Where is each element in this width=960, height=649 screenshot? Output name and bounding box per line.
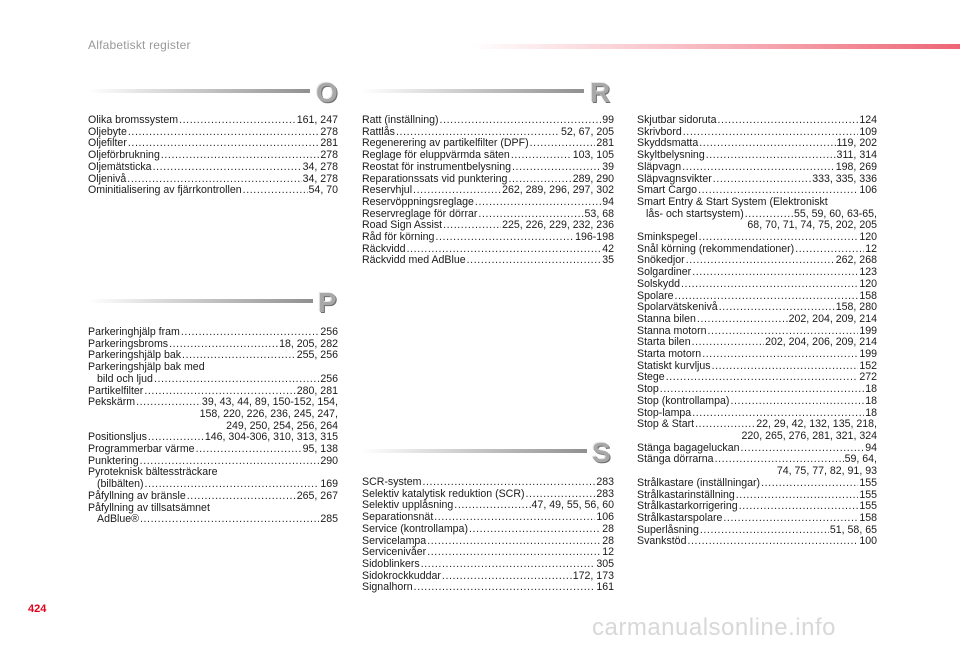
index-entry-label: Servicelampa — [362, 534, 427, 547]
index-entry-label: Räckvidd — [362, 242, 406, 255]
index-entry-label: Signalhorn — [362, 581, 413, 594]
index-list-s-continued — [637, 115, 877, 548]
index-entry-pages: 196-198 — [575, 231, 614, 244]
index-entry-label: Påfyllning av tillsatsämnet — [88, 501, 210, 514]
index-entry-label: Skrivbord — [637, 125, 682, 138]
leader-dots — [739, 501, 859, 513]
section-rule — [88, 299, 313, 303]
leader-dots — [161, 150, 319, 162]
index-entry-pages: 119, 202 — [836, 137, 877, 150]
leader-dots — [692, 267, 858, 279]
index-entry-line — [637, 232, 877, 244]
index-entry-pages: 161 — [596, 581, 614, 594]
index-entry — [637, 279, 877, 291]
leader-dots — [154, 374, 319, 386]
index-entry-line — [88, 162, 338, 174]
section-head-p — [88, 287, 340, 326]
leader-dots — [699, 138, 835, 150]
index-entry-pages-continued: 74, 75, 77, 82, 91, 93 — [776, 465, 877, 478]
index-entry-pages: 146, 304-306, 310, 313, 315 — [204, 431, 338, 444]
index-entry-pages: 52, 67, 205 — [560, 125, 614, 138]
index-entry-label: Regenerering av partikelfilter (DPF) — [362, 137, 529, 150]
index-entry-line — [88, 514, 338, 526]
index-entry-label: Strålkastarkorrigering — [637, 500, 738, 513]
index-entry-label: Punktering — [88, 454, 139, 467]
index-entry-label: Stop — [637, 383, 659, 396]
header-accent-bar — [468, 44, 960, 49]
leader-dots — [736, 490, 859, 502]
index-entry — [362, 197, 614, 209]
index-entry-label: Skjutbar sidoruta — [637, 114, 717, 126]
index-entry-line — [362, 255, 614, 267]
leader-dots — [414, 582, 596, 594]
index-entry-pages: 18 — [865, 383, 877, 396]
index-entry-label: Råd för körning — [362, 231, 435, 244]
section-rule — [362, 449, 587, 453]
index-entry-pages: 272 — [859, 371, 877, 384]
index-entry-pages: 123 — [859, 266, 877, 279]
index-entry-line — [637, 361, 877, 373]
index-entry — [88, 115, 338, 127]
index-entry — [88, 491, 338, 503]
index-entry-label: Positionsljus — [88, 431, 147, 444]
leader-dots — [683, 127, 859, 139]
index-entry-pages: 285 — [320, 513, 338, 526]
index-entry-pages: 22, 29, 42, 132, 135, 218, — [756, 418, 877, 431]
leader-dots — [169, 339, 278, 351]
leader-dots — [712, 361, 859, 373]
index-entry-pages: 55, 59, 60, 63-65, — [793, 207, 877, 220]
index-entry-label: Spolare — [637, 289, 674, 302]
index-entry-line — [88, 115, 338, 127]
leader-dots — [706, 150, 836, 162]
index-entry-label-continued: bild och ljud — [97, 372, 153, 385]
index-entry-pages: 155 — [859, 488, 877, 501]
index-entry-label: Pyroteknisk bältessträckare — [88, 466, 218, 479]
index-entry — [637, 372, 877, 384]
index-entry — [637, 349, 877, 361]
index-entry-line — [88, 491, 338, 503]
index-entry-label: Olika bromssystem — [88, 114, 179, 126]
leader-dots — [700, 525, 829, 537]
index-entry-pages: 262, 268 — [835, 254, 877, 267]
index-entry-pages: 255, 256 — [296, 349, 338, 362]
leader-dots — [681, 279, 858, 291]
index-entry-label: Sidoblinkers — [362, 557, 420, 570]
index-entry-label: Stanna bilen — [637, 312, 696, 325]
index-entry-label: Selektiv katalytisk reduktion (SCR) — [362, 487, 525, 500]
index-entry-pages: 289, 290 — [572, 172, 614, 185]
index-entry-pages: 120 — [859, 231, 877, 244]
index-entry — [88, 362, 338, 385]
index-entry-label: SCR-system — [362, 476, 422, 488]
index-entry-label: Svankstöd — [637, 535, 687, 548]
index-entry-label: Snökedjor — [637, 254, 685, 267]
leader-dots — [435, 232, 574, 244]
index-entry-pages: 278 — [320, 149, 338, 162]
index-entry-line — [637, 396, 877, 408]
index-entry-pages: 225, 226, 229, 232, 236 — [502, 219, 614, 232]
index-entry-pages: 172, 173 — [572, 569, 614, 582]
index-entry-pages: 281 — [596, 137, 614, 150]
index-entry-label: Road Sign Assist — [362, 219, 443, 232]
index-entry-label: Oljefilter — [88, 137, 127, 150]
index-entry — [637, 115, 877, 127]
index-entry-line — [88, 374, 338, 386]
index-entry-line — [637, 279, 877, 291]
leader-dots — [187, 491, 296, 503]
index-entry — [637, 361, 877, 373]
index-entry — [637, 396, 877, 408]
leader-dots — [179, 115, 296, 127]
leader-dots — [718, 115, 859, 127]
leader-dots — [440, 115, 602, 127]
index-entry-pages: 18 — [865, 406, 877, 419]
index-entry-pages: 47, 49, 55, 56, 60 — [531, 499, 614, 512]
index-entry-line — [362, 559, 614, 571]
leader-dots — [697, 314, 788, 326]
index-entry-pages-continued: 158, 220, 226, 236, 245, 247, — [199, 407, 338, 420]
index-entry-pages: 256 — [320, 372, 338, 385]
section-head-o — [88, 77, 340, 116]
index-entry-pages: 158 — [859, 289, 877, 302]
index-entry-line — [637, 372, 877, 384]
leader-dots — [761, 478, 858, 490]
index-entry — [362, 255, 614, 267]
index-entry — [637, 454, 877, 477]
index-entry-label: Starta bilen — [637, 336, 691, 349]
index-entry-pages: 202, 204, 206, 209, 214 — [765, 336, 877, 349]
index-entry-line — [637, 162, 877, 174]
leader-dots — [682, 162, 835, 174]
index-entry-label: Statiskt kurvljus — [637, 359, 711, 372]
index-entry — [362, 559, 614, 571]
index-entry-pages: 28 — [602, 534, 614, 547]
index-list-o — [88, 115, 338, 197]
index-entry-pages: 152 — [859, 359, 877, 372]
leader-dots — [136, 397, 201, 409]
index-entry — [637, 197, 877, 232]
index-entry-pages: 311, 314 — [836, 149, 877, 162]
index-entry-label: Ratt (inställning) — [362, 114, 439, 126]
index-entry-pages: 158 — [859, 511, 877, 524]
index-entry-label: Släpvagn — [637, 160, 682, 173]
index-entry-label: Solskydd — [637, 277, 680, 290]
index-entry-line — [362, 197, 614, 209]
leader-dots — [443, 220, 501, 232]
index-entry-label: Parkeringshjälp bak — [88, 349, 182, 362]
leader-dots — [686, 255, 835, 267]
index-entry-pages: 256 — [320, 326, 338, 338]
leader-dots — [421, 559, 596, 571]
index-entry-pages: 51, 58, 65 — [829, 523, 877, 536]
index-entry-label: Strålkastare (inställningar) — [637, 476, 761, 489]
index-entry-label: Reostat för instrumentbelysning — [362, 160, 511, 173]
index-entry-pages: 94 — [865, 441, 877, 454]
leader-dots — [511, 150, 572, 162]
index-entry-line — [637, 115, 877, 127]
index-entry — [637, 232, 877, 244]
index-entry — [637, 419, 877, 442]
index-entry-line — [362, 162, 614, 174]
section-head-s — [362, 437, 614, 476]
index-entry-label: Servicenivåer — [362, 546, 427, 559]
index-entry-label: Sminkspegel — [637, 231, 698, 244]
leader-dots — [467, 255, 602, 267]
page-header-title: Alfabetiskt register — [88, 38, 191, 52]
index-entry-label: Service (kontrollampa) — [362, 522, 468, 535]
section-letter: S — [592, 437, 611, 468]
index-entry-pages: 103, 105 — [572, 149, 614, 162]
watermark: carmanualsonline.info — [592, 614, 836, 641]
leader-dots — [702, 349, 858, 361]
index-entry — [362, 232, 614, 244]
index-entry — [362, 524, 614, 536]
index-entry — [88, 444, 338, 456]
index-entry-label: Släpvagnsvikter — [637, 172, 712, 185]
index-entry — [362, 477, 614, 489]
index-entry-pages: 283 — [596, 476, 614, 488]
index-entry-label: Snål körning (rekommendationer) — [637, 242, 795, 255]
index-entry-pages: 18, 205, 282 — [279, 337, 338, 350]
index-entry-label: Programmerbar värme — [88, 443, 195, 456]
index-entry — [362, 115, 614, 127]
index-entry-label: Stop & Start — [637, 418, 695, 431]
index-entry-pages: 94 — [602, 195, 614, 208]
index-entry-label: Reglage för eluppvärmda säten — [362, 149, 510, 162]
index-entry-label: Reparationssats vid punktering — [362, 172, 508, 185]
index-list-s — [362, 477, 614, 594]
index-entry-line — [637, 478, 877, 490]
index-entry-label: Oljemätsticka — [88, 160, 152, 173]
index-entry-pages: 155 — [859, 476, 877, 489]
index-entry-pages: 99 — [602, 114, 614, 126]
index-entry-label: Stanna motorn — [637, 324, 707, 337]
index-entry-pages: 12 — [865, 242, 877, 255]
index-entry-label: Skyddsmatta — [637, 137, 699, 150]
leader-dots — [475, 197, 601, 209]
leader-dots — [666, 372, 859, 384]
index-entry-pages: 39 — [602, 160, 614, 173]
index-entry-pages: 262, 289, 296, 297, 302 — [502, 184, 614, 197]
index-entry-pages: 333, 335, 336 — [812, 172, 877, 185]
index-entry-pages: 281 — [320, 137, 338, 150]
index-entry-label: Påfyllning av bränsle — [88, 489, 186, 502]
index-entry-pages-continued: 68, 70, 71, 74, 75, 202, 205 — [747, 219, 877, 232]
index-entry-label: Parkeringshjälp bak med — [88, 361, 205, 374]
section-letter: O — [316, 77, 338, 108]
leader-dots — [730, 396, 864, 408]
leader-dots — [153, 162, 302, 174]
leader-dots — [422, 477, 595, 489]
index-entry-label: Stänga dörrarna — [637, 453, 714, 466]
index-list-p — [88, 327, 338, 526]
index-entry-label: Sidokrockkuddar — [362, 569, 441, 582]
section-letter: R — [590, 77, 611, 108]
index-entry-pages: 198, 269 — [835, 160, 877, 173]
index-entry-pages: 34, 278 — [302, 160, 338, 173]
index-entry-pages: 278 — [320, 125, 338, 138]
index-entry — [88, 503, 338, 526]
index-entry-pages: 158, 280 — [835, 301, 877, 314]
index-entry-label: Ominitialisering av fjärrkontrollen — [88, 184, 242, 197]
index-entry-pages: 280, 281 — [296, 384, 338, 397]
index-entry-label: Stege — [637, 371, 665, 384]
index-entry-line — [362, 524, 614, 536]
index-entry-pages: 124 — [859, 114, 877, 126]
index-entry-label: Superlåsning — [637, 523, 699, 536]
index-entry-pages: 12 — [602, 546, 614, 559]
index-entry-label-continued: lås- och startsystem) — [646, 207, 744, 220]
index-entry-label: Parkeringhjälp fram — [88, 326, 180, 338]
index-entry-pages: 290 — [320, 454, 338, 467]
leader-dots — [699, 232, 859, 244]
index-entry-label: Reservreglage för dörrar — [362, 207, 478, 220]
leader-dots — [427, 547, 601, 559]
section-rule — [88, 89, 310, 93]
index-entry-label: Pekskärm — [88, 396, 136, 409]
index-entry-pages: 120 — [859, 277, 877, 290]
leader-dots — [181, 327, 319, 339]
index-entry — [88, 397, 338, 432]
index-entry-line — [88, 444, 338, 456]
leader-dots — [243, 185, 308, 197]
index-entry-pages: 202, 204, 209, 214 — [788, 312, 877, 325]
index-entry-line — [362, 477, 614, 489]
leader-dots — [687, 536, 858, 548]
leader-dots — [427, 536, 601, 548]
leader-dots — [140, 514, 319, 526]
index-entry-label: Stänga bagageluckan — [637, 441, 740, 454]
index-entry-label: Smart Cargo — [637, 184, 698, 197]
index-entry-label: Räckvidd med AdBlue — [362, 254, 466, 267]
index-entry-line — [362, 115, 614, 127]
index-entry-label: Stop (kontrollampa) — [637, 394, 730, 407]
index-entry-label: Skyltbelysning — [637, 149, 705, 162]
index-entry-pages: 106 — [596, 511, 614, 524]
index-entry-pages: 95, 138 — [302, 443, 338, 456]
index-entry — [637, 536, 877, 548]
index-entry-label: Reservöppningsreglage — [362, 195, 474, 208]
index-entry-pages: 109 — [859, 125, 877, 138]
index-entry — [637, 162, 877, 174]
index-list-r — [362, 115, 614, 267]
section-rule — [362, 89, 584, 93]
index-entry — [88, 327, 338, 339]
index-entry-pages: 106 — [859, 184, 877, 197]
index-entry — [637, 513, 877, 525]
index-entry — [88, 185, 338, 197]
index-entry-label: Oljebyte — [88, 125, 127, 138]
index-entry — [362, 582, 614, 594]
index-entry — [88, 467, 338, 490]
index-entry-pages: 59, 64, — [844, 453, 877, 466]
index-entry-label: Selektiv upplåsning — [362, 499, 454, 512]
index-entry-line — [88, 327, 338, 339]
leader-dots — [128, 127, 319, 139]
leader-dots — [692, 337, 764, 349]
index-entry-pages: 53, 68 — [584, 207, 614, 220]
index-entry-pages: 35 — [602, 254, 614, 267]
index-entry — [637, 478, 877, 490]
index-entry-label: Smart Entry & Start System (Elektroniskt — [637, 195, 828, 208]
section-letter: P — [318, 287, 337, 318]
index-entry-label-continued: AdBlue® — [97, 513, 139, 526]
index-entry-pages: 199 — [859, 348, 877, 361]
index-entry-pages: 28 — [602, 522, 614, 535]
index-entry-pages-continued: 249, 250, 254, 256, 264 — [226, 419, 338, 432]
index-entry-pages: 161, 247 — [296, 114, 338, 126]
leader-dots — [713, 174, 811, 186]
leader-dots — [512, 162, 601, 174]
leader-dots — [442, 571, 572, 583]
index-entry-label: Strålkastarinställning — [637, 488, 735, 501]
index-entry-line — [637, 513, 877, 525]
index-entry — [362, 162, 614, 174]
index-entry-pages: 100 — [859, 535, 877, 548]
index-entry-pages: 34, 278 — [302, 172, 338, 185]
index-entry-label: Solgardiner — [637, 266, 692, 279]
index-entry-pages: 265, 267 — [296, 489, 338, 502]
index-entry-pages: 54, 70 — [308, 184, 338, 197]
index-entry-pages: 18 — [865, 394, 877, 407]
index-entry-line — [362, 582, 614, 594]
index-entry-label: Rattlås — [362, 125, 395, 138]
leader-dots — [196, 444, 302, 456]
index-entry-pages: 155 — [859, 500, 877, 513]
index-entry-label: Oljeförbrukning — [88, 149, 160, 162]
index-entry — [88, 162, 338, 174]
index-entry-label: Strålkastarspolare — [637, 511, 723, 524]
index-entry-pages: 39, 43, 44, 89, 150-152, 154, — [201, 396, 338, 409]
index-entry-line — [637, 349, 877, 361]
index-entry-label: Starta motorn — [637, 348, 702, 361]
index-entry-line — [362, 232, 614, 244]
leader-dots — [723, 513, 858, 525]
index-entry-pages: 42 — [602, 242, 614, 255]
index-entry-label: Stop-lampa — [637, 406, 692, 419]
index-entry — [637, 314, 877, 326]
page-number: 424 — [28, 603, 47, 615]
index-entry-pages: 305 — [596, 557, 614, 570]
index-entry-line — [637, 314, 877, 326]
index-entry-label: Reservhjul — [362, 184, 413, 197]
index-entry-pages: 199 — [859, 324, 877, 337]
index-entry-pages-continued: 220, 265, 276, 281, 321, 324 — [741, 429, 877, 442]
index-entry-line — [637, 536, 877, 548]
index-entry-label: Oljenivå — [88, 172, 127, 185]
index-entry-label: Parkeringsbroms — [88, 337, 169, 350]
leader-dots — [454, 500, 530, 512]
index-entry-pages: 169 — [320, 478, 338, 491]
index-entry-label: Spolarvätskenivå — [637, 301, 718, 314]
index-entry-pages: 283 — [596, 487, 614, 500]
section-head-r — [362, 77, 614, 116]
index-entry-label-continued: (bilbälten) — [97, 478, 144, 491]
leader-dots — [469, 524, 601, 536]
index-entry-line — [88, 185, 338, 197]
index-entry-label: Partikelfilter — [88, 384, 144, 397]
index-entry-label: Separationsnät — [362, 511, 434, 524]
